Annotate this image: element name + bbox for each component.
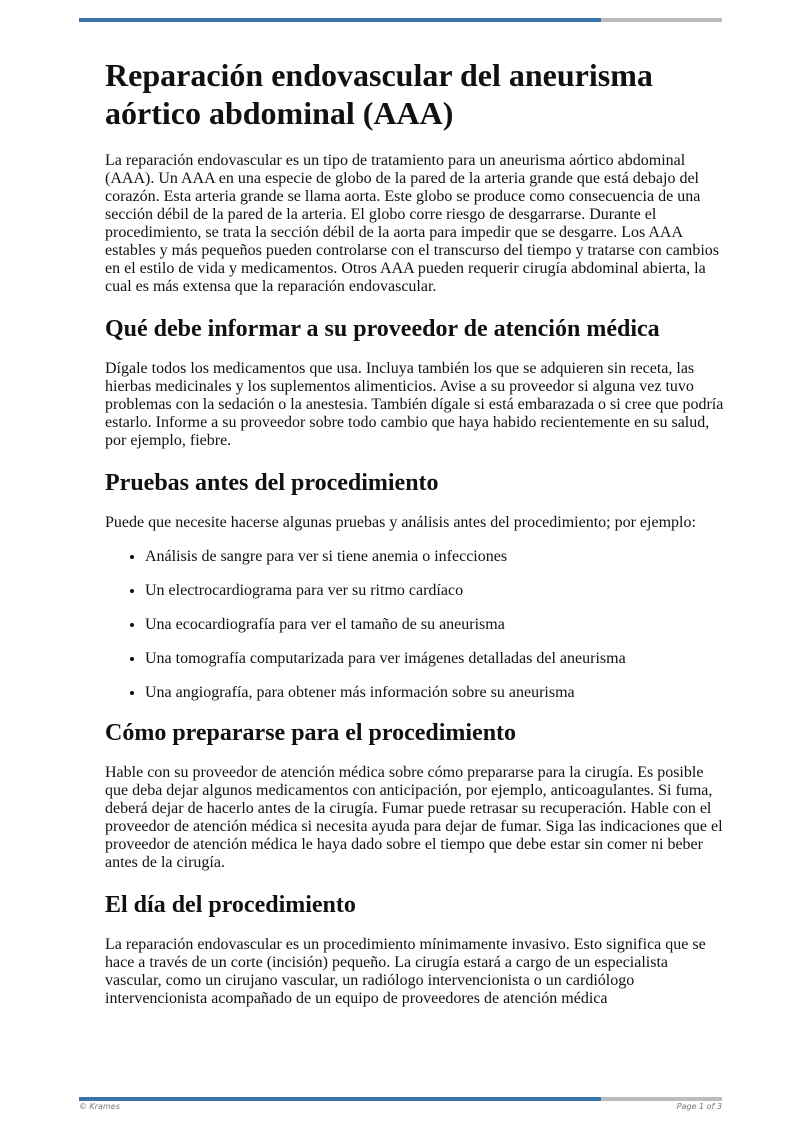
section-heading-tests: Pruebas antes del procedimiento: [105, 470, 439, 496]
section-body-inform-provider: Dígale todos los medicamentos que usa. Incluya también los que se adquieren sin receta, las hierbas medicinales y los suplementos alimenticios. Avise a su proveedor si alguna vez tuvo problemas con la sedación o la anestesia. También dígale si está embarazada o si cree que podría estarlo. Informe a su proveedor sobre todo cambio que haya habido recientemente en su salud, por ejemplo, fiebre.: [105, 360, 724, 449]
intro-paragraph: La reparación endovascular es un tipo de tratamiento para un aneurisma aórtico abdominal (AAA). Un AAA en una especie de globo de la pared de la arteria grande que está debajo del corazón. Esta arteria grande se llama aorta. Este globo se produce como consecuencia de una sección débil de la pared de la arteria. El globo corre riesgo de desgarrarse. Durante el procedimiento, se trata la sección débil de la aorta para impedir que se desgarre. Los AAA estables y más pequeños pueden controlarse con el transcurso del tiempo y tratarse con cambios en el estilo de vida y medicamentos. Otros AAA pueden requerir cirugía abdominal abierta, la cual es más extensa que la reparación endovascular.: [105, 152, 720, 295]
page-title: Reparación endovascular del aneurisma aórtico abdominal (AAA): [105, 57, 653, 131]
top-rule-accent: [79, 18, 601, 22]
tests-list: [105, 548, 725, 702]
list-item: • Una angiografía, para obtener más información sobre su aneurisma: [145, 684, 725, 702]
bottom-rule-gray: [601, 1097, 722, 1101]
top-rule: [79, 18, 722, 22]
page-footer: [79, 1102, 722, 1111]
section-heading-inform-provider: Qué debe informar a su proveedor de atención médica: [105, 316, 660, 342]
list-item: • Una ecocardiografía para ver el tamaño de su aneurisma: [145, 616, 725, 634]
section-body-preparation: Hable con su proveedor de atención médica sobre cómo prepararse para la cirugía. Es posible que deba dejar algunos medicamentos con anticipación, por ejemplo, anticoagulantes. Si fuma, deberá dejar de hacerlo antes de la cirugía. Fumar puede retrasar su recuperación. Hable con el proveedor de atención médica si necesita ayuda para dejar de fumar. Siga las indicaciones que el proveedor de atención médica le haya dado sobre el tiempo que debe estar sin comer ni beber antes de la cirugía.: [105, 764, 723, 871]
list-item: • Análisis de sangre para ver si tiene anemia o infecciones: [145, 548, 725, 566]
section-body-tests: Puede que necesite hacerse algunas pruebas y análisis antes del procedimiento; por ejemplo:: [105, 514, 696, 531]
list-item: • Una tomografía computarizada para ver imágenes detalladas del aneurisma: [145, 650, 725, 668]
top-rule-gray: [601, 18, 722, 22]
copyright-text: © Krames: [79, 1102, 120, 1111]
section-heading-procedure-day: El día del procedimiento: [105, 892, 356, 918]
bottom-rule-accent: [79, 1097, 601, 1101]
bottom-rule: [79, 1097, 722, 1101]
section-heading-preparation: Cómo prepararse para el procedimiento: [105, 720, 517, 746]
section-body-procedure-day: La reparación endovascular es un procedimiento mínimamente invasivo. Esto significa que se hace a través de un corte (incisión) pequeño. La cirugía estará a cargo de un especialista vascular, como un cirujano vascular, un radiólogo intervencionista o un cardiólogo intervencionista acompañado de un equipo de proveedores de atención médica: [105, 936, 706, 1007]
list-item: • Un electrocardiograma para ver su ritmo cardíaco: [145, 582, 725, 600]
document-content: [105, 56, 725, 1008]
page-number: Page 1 of 3: [676, 1102, 722, 1111]
